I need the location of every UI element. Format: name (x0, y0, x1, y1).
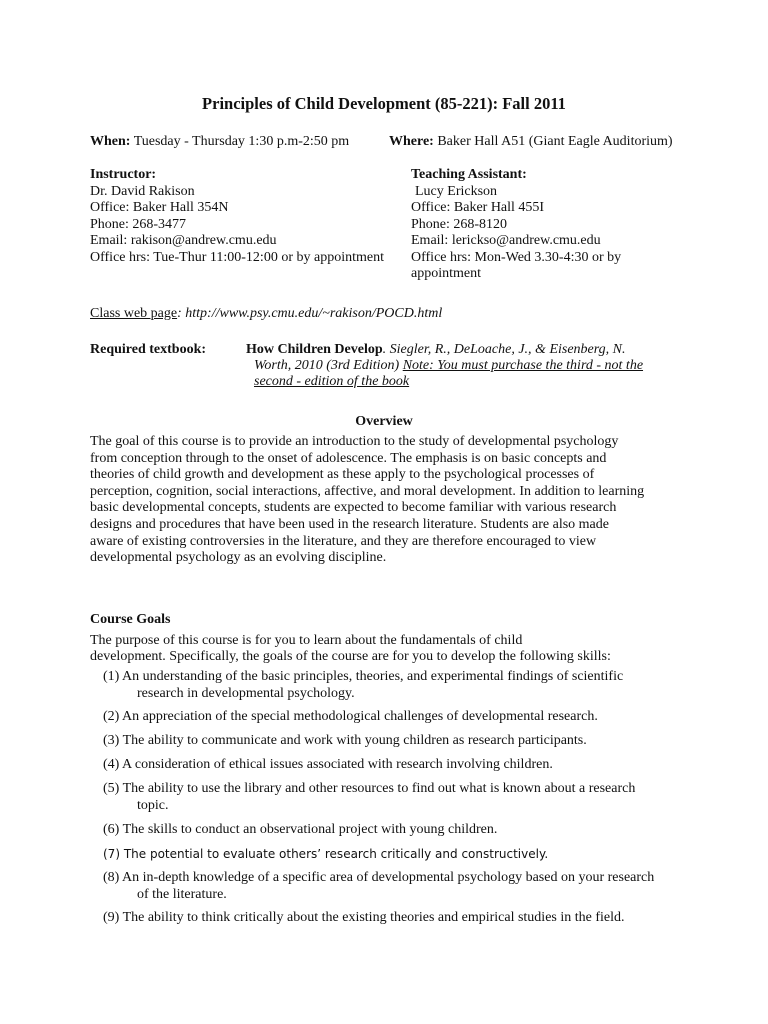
instructor-name: Dr. David Rakison (90, 183, 195, 199)
ta-phone: Phone: 268-8120 (411, 216, 508, 232)
textbook-title: How Children Develop (246, 342, 383, 357)
instructor-hours: Office hrs: Tue-Thur 11:00-12:00 or by appointment (90, 249, 384, 265)
goal-text: (3) The ability to communicate and work with young children as research participants. (103, 733, 587, 748)
goal-text-cont: research in developmental psychology. (137, 686, 355, 701)
ta-name: Lucy Erickson (415, 183, 498, 199)
overview-line: designs and procedures that have been used in the research literature. Students are also made (90, 516, 609, 532)
goal-text: (2) An appreciation of the special methodological challenges of developmental research. (103, 709, 598, 724)
goal-text-cont: topic. (137, 798, 169, 813)
textbook-note: Note: You must purchase the third - not the (402, 358, 644, 373)
goal-text: (1) An understanding of the basic principles, theories, and experimental findings of scientific (103, 669, 624, 684)
overview-line: basic developmental concepts, students are expected to become familiar with various research (90, 500, 617, 516)
overview-line: developmental psychology as an evolving discipline. (90, 550, 387, 566)
overview-heading: Overview (355, 414, 413, 429)
instructor-email: Email: rakison@andrew.cmu.edu (90, 233, 277, 248)
ta-office: Office: Baker Hall 455I (411, 200, 545, 215)
class-webpage (90, 305, 442, 322)
textbook-label: Required textbook: (90, 342, 207, 357)
goal-item (103, 756, 553, 773)
where-label: Where: (389, 134, 434, 149)
goal-text: (6) The skills to conduct an observational project with young children. (103, 822, 498, 837)
where-value: Baker Hall A51 (Giant Eagle Auditorium) (437, 134, 673, 149)
page-title: Principles of Child Development (85-221): Fall 2011 (202, 94, 566, 113)
instructor-phone: Phone: 268-3477 (90, 216, 187, 232)
goal-item (103, 909, 625, 926)
goals-intro-line2: development. Specifically, the goals of the course are for you to develop the following skills: (90, 649, 611, 664)
textbook-publisher: Worth, 2010 (3rd Edition) (254, 358, 400, 373)
overview-line: The goal of this course is to provide an introduction to the study of developmental psychology (90, 434, 619, 449)
schedule-where (389, 133, 673, 150)
goal-text: (4) A consideration of ethical issues associated with research involving children. (103, 757, 553, 772)
goals-heading: Course Goals (90, 612, 171, 627)
instructor-heading: Instructor: (90, 167, 157, 182)
instructor-office: Office: Baker Hall 354N (90, 200, 229, 215)
goals-intro-line1: The purpose of this course is for you to learn about the fundamentals of child (90, 633, 523, 648)
textbook-authors: . Siegler, R., DeLoache, J., & Eisenberg, N. (382, 342, 626, 357)
goal-text: (9) The ability to think critically about the existing theories and empirical studies in the field. (103, 910, 625, 925)
textbook-entry (246, 341, 626, 358)
instructor-block (90, 166, 384, 265)
goal-item (103, 732, 587, 749)
schedule-when (90, 133, 349, 150)
goal-item (103, 821, 497, 838)
overview-line: aware of existing controversies in the literature, and they are therefore encouraged to view (90, 533, 597, 549)
goal-text: (8) An in-depth knowledge of a specific area of developmental psychology based on your research (103, 870, 655, 885)
ta-heading: Teaching Assistant: (411, 167, 527, 182)
goal-text: (7) The potential to evaluate others’ research critically and constructively. (103, 847, 549, 861)
ta-email: Email: lerickso@andrew.cmu.edu (411, 233, 601, 248)
goal-item (103, 780, 635, 814)
goal-text-cont: of the literature. (137, 887, 227, 902)
goal-text: (5) The ability to use the library and other resources to find out what is known about a research (103, 781, 636, 796)
overview-line: theories of child growth and development as these apply to the psychological processes of (90, 467, 595, 483)
webpage-url[interactable]: : http://www.psy.cmu.edu/~rakison/POCD.html (177, 306, 443, 321)
textbook-note-cont: second - edition of the book (254, 374, 410, 389)
goal-item (103, 708, 598, 725)
ta-hours-cont: appointment (411, 266, 481, 281)
ta-block (411, 166, 621, 282)
goal-item (103, 869, 654, 903)
when-value: Tuesday - Thursday 1:30 p.m-2:50 pm (133, 134, 350, 149)
webpage-label: Class web page (90, 306, 178, 321)
overview-paragraph (90, 433, 650, 566)
textbook-line2 (254, 357, 643, 374)
overview-line: perception, cognition, social interactions, affective, and moral development. In addition to learning (90, 483, 645, 499)
goal-item (103, 668, 623, 702)
goal-item (103, 846, 548, 863)
ta-hours: Office hrs: Mon-Wed 3.30-4:30 or by (411, 249, 622, 265)
overview-line: from conception through to the onset of adolescence. The emphasis is on basic concepts and (90, 450, 607, 466)
when-label: When: (90, 134, 131, 149)
